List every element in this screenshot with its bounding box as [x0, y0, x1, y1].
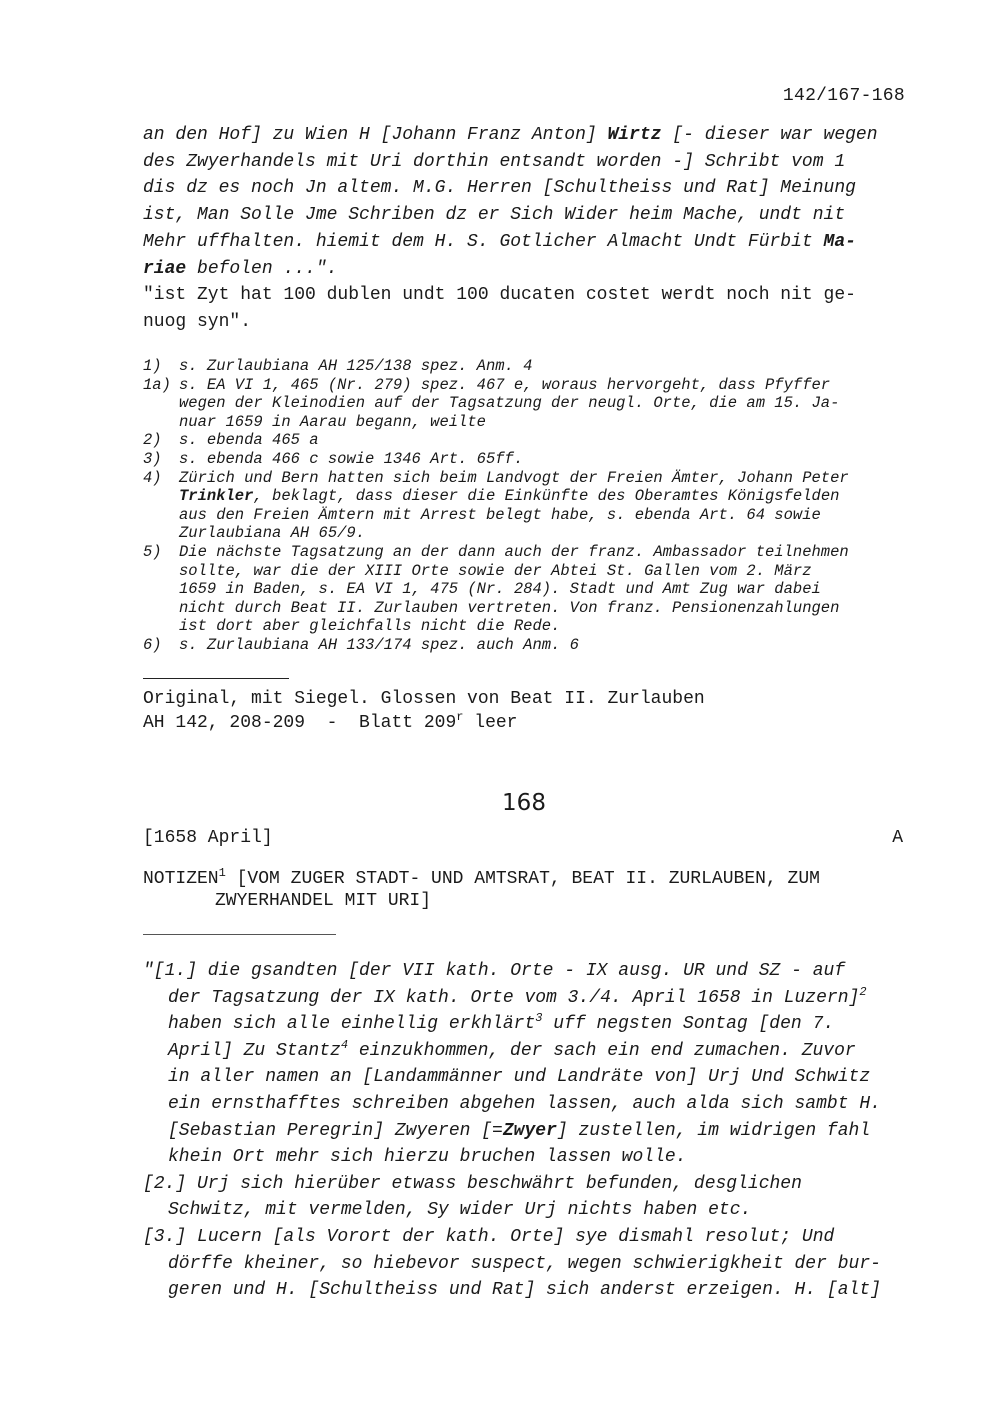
document-date-line — [143, 828, 903, 848]
footnote-number: 1) — [143, 357, 162, 375]
footnote-line: aus den Freien Ämtern mit Arrest belegt habe, s. ebenda Art. 64 sowie — [179, 505, 821, 524]
letter-postscript — [143, 282, 856, 335]
footnote-line: 4) Zürich und Bern hatten sich beim Landvogt der Freien Ämter, Johann Peter — [143, 468, 849, 487]
text-line: dis dz es noch Jn altem. M.G. Herren [Schultheiss und Rat] Meinung — [143, 178, 856, 199]
footnote-line: wegen der Kleinodien auf der Tagsatzung der neugl. Orte, die am 15. Ja- — [179, 394, 840, 413]
footnote-line: 3) s. ebenda 466 c sowie 1346 Art. 65ff. — [143, 449, 524, 468]
footnote-number: 3) — [143, 449, 162, 468]
footnote-line: 6) s. Zurlaubiana AH 133/174 spez. auch Anm. 6 — [143, 635, 579, 654]
bold-name: Ma- — [823, 231, 856, 252]
footnote-line: nicht durch Beat II. Zurlauben vertreten. Von franz. Pensionenzahlungen — [179, 598, 840, 617]
footnote-line: sollte, war die der XIII Orte sowie der Abtei St. Gallen vom 2. März — [179, 561, 812, 580]
document-text-line: [3.] Lucern [als Vorort der kath. Orte] sye dismahl resolut; Und — [143, 1226, 835, 1247]
text-line: ist, Man Solle Jme Schriben dz er Sich Wider heim Mache, undt nit — [143, 205, 846, 226]
bold-name: riae — [143, 258, 187, 279]
footnote-number: 4) — [143, 468, 162, 487]
document-text-line: ein ernsthafftes schreiben abgehen lassen, auch alda sich sambt H. — [168, 1093, 881, 1114]
footnote-number: 5) — [143, 542, 162, 561]
document-text-line: haben sich alle einhellig erkhlärt$^3$ uff negsten Sontag [den 7. — [168, 1011, 835, 1035]
source-note — [143, 687, 705, 735]
document-text-line: Schwitz, mit vermelden, Sy wider Urj nichts haben etc. — [168, 1200, 752, 1221]
footnote-line: 5) Die nächste Tagsatzung an der dann auch der franz. Ambassador teilnehmen — [143, 542, 849, 561]
source-line-1: Original, mit Siegel. Glossen von Beat II. Zurlauben — [143, 689, 705, 709]
document-text-line: dörffe kheiner, so hiebevor suspect, wegen schwierigkheit der bur- — [168, 1253, 881, 1274]
document-text-line: khein Ort mehr sich hierzu bruchen lassen wolle. — [168, 1147, 687, 1168]
footnote-line: 1) s. Zurlaubiana AH 125/138 spez. Anm. 4 — [143, 357, 533, 375]
heading-divider — [143, 934, 336, 935]
document-text-line: geren und H. [Schultheiss und Rat] sich anderst erzeigen. H. [alt] — [168, 1280, 881, 1301]
footnote-line: 1a) s. EA VI 1, 465 (Nr. 279) spez. 467 e, woraus hervorgeht, dass Pfyffer — [143, 375, 831, 394]
document-text — [143, 958, 881, 1304]
text-line: riae befolen ...". — [143, 258, 338, 279]
document-text-line: "[1.] die gsandten [der VII kath. Orte - IX ausg. UR und SZ - auf — [143, 961, 846, 981]
document-date: [1658 April] — [143, 828, 273, 848]
footnote-ref: 2 — [859, 984, 867, 999]
document-number: 168 — [502, 790, 546, 816]
bold-name: Zwyer — [502, 1120, 557, 1141]
footnote-ref: 3 — [535, 1011, 543, 1026]
text-line: "ist Zyt hat 100 dublen undt 100 ducaten costet werdt noch nit ge- — [143, 285, 856, 305]
footnotes — [143, 357, 849, 655]
bold-name: Wirtz — [607, 125, 662, 145]
document-text-line: [Sebastian Peregrin] Zwyeren [=Zwyer] zustellen, im widrigen fahl — [168, 1120, 871, 1141]
text-line: an den Hof] zu Wien H [Johann Franz Anton] Wirtz [- dieser war wegen — [143, 125, 878, 145]
text-line: Mehr uffhalten. hiemit dem H. S. Gotlicher Almacht Undt Fürbit Ma- — [143, 231, 856, 252]
text-line: nuog syn". — [143, 311, 252, 332]
page-number: 142/167-168 — [782, 86, 905, 106]
document-text-line: April] Zu Stantz$^4$ einzukhommen, der sach ein end zumachen. Zuvor — [168, 1037, 856, 1061]
footnote-divider — [143, 678, 289, 679]
footnote-ref: 4 — [340, 1037, 349, 1052]
bold-name: Trinkler — [179, 487, 254, 506]
footnote-line: Trinkler, beklagt, dass dieser die Einkünfte des Oberamtes Königsfelden — [179, 487, 840, 506]
text-line: des Zwyerhandels mit Uri dorthin entsandt worden -] Schribt vom 1 — [143, 151, 846, 172]
document-text-line: [2.] Urj sich hierüber etwass beschwährt befunden, desglichen — [143, 1173, 802, 1194]
footnote-number: 1a) — [143, 375, 171, 394]
footnote-line: 1659 in Baden, s. EA VI 1, 475 (Nr. 284). Stadt und Amt Zug war dabei — [179, 580, 821, 599]
source-line-2: AH 142, 208-209 - Blatt 209$^r$ leer — [143, 710, 518, 733]
letter-continuation — [143, 122, 878, 282]
footnote-number: 6) — [143, 635, 162, 654]
document-type-letter: A — [892, 828, 903, 848]
footnote-line: nuar 1659 in Aarau begann, weilte — [179, 412, 486, 431]
document-heading: NOTIZEN$^1$ [VOM ZUGER STADT- UND AMTSRAT, BEAT II. ZURLAUBEN, ZUM ZWYERHANDEL MIT URI] — [143, 866, 820, 911]
footnote-line: 2) s. ebenda 465 a — [143, 431, 319, 450]
document-text-line: in aller namen an [Landammänner und Landräte von] Urj Und Schwitz — [168, 1067, 871, 1088]
footnote-line: Zurlaubiana AH 65/9. — [179, 524, 366, 543]
footnote-line: ist dort aber gleichfalls nicht die Rede. — [179, 617, 561, 636]
document-text-line: der Tagsatzung der IX kath. Orte vom 3./4. April 1658 in Luzern]$^2$ — [168, 984, 867, 1008]
footnote-number: 2) — [143, 431, 162, 450]
